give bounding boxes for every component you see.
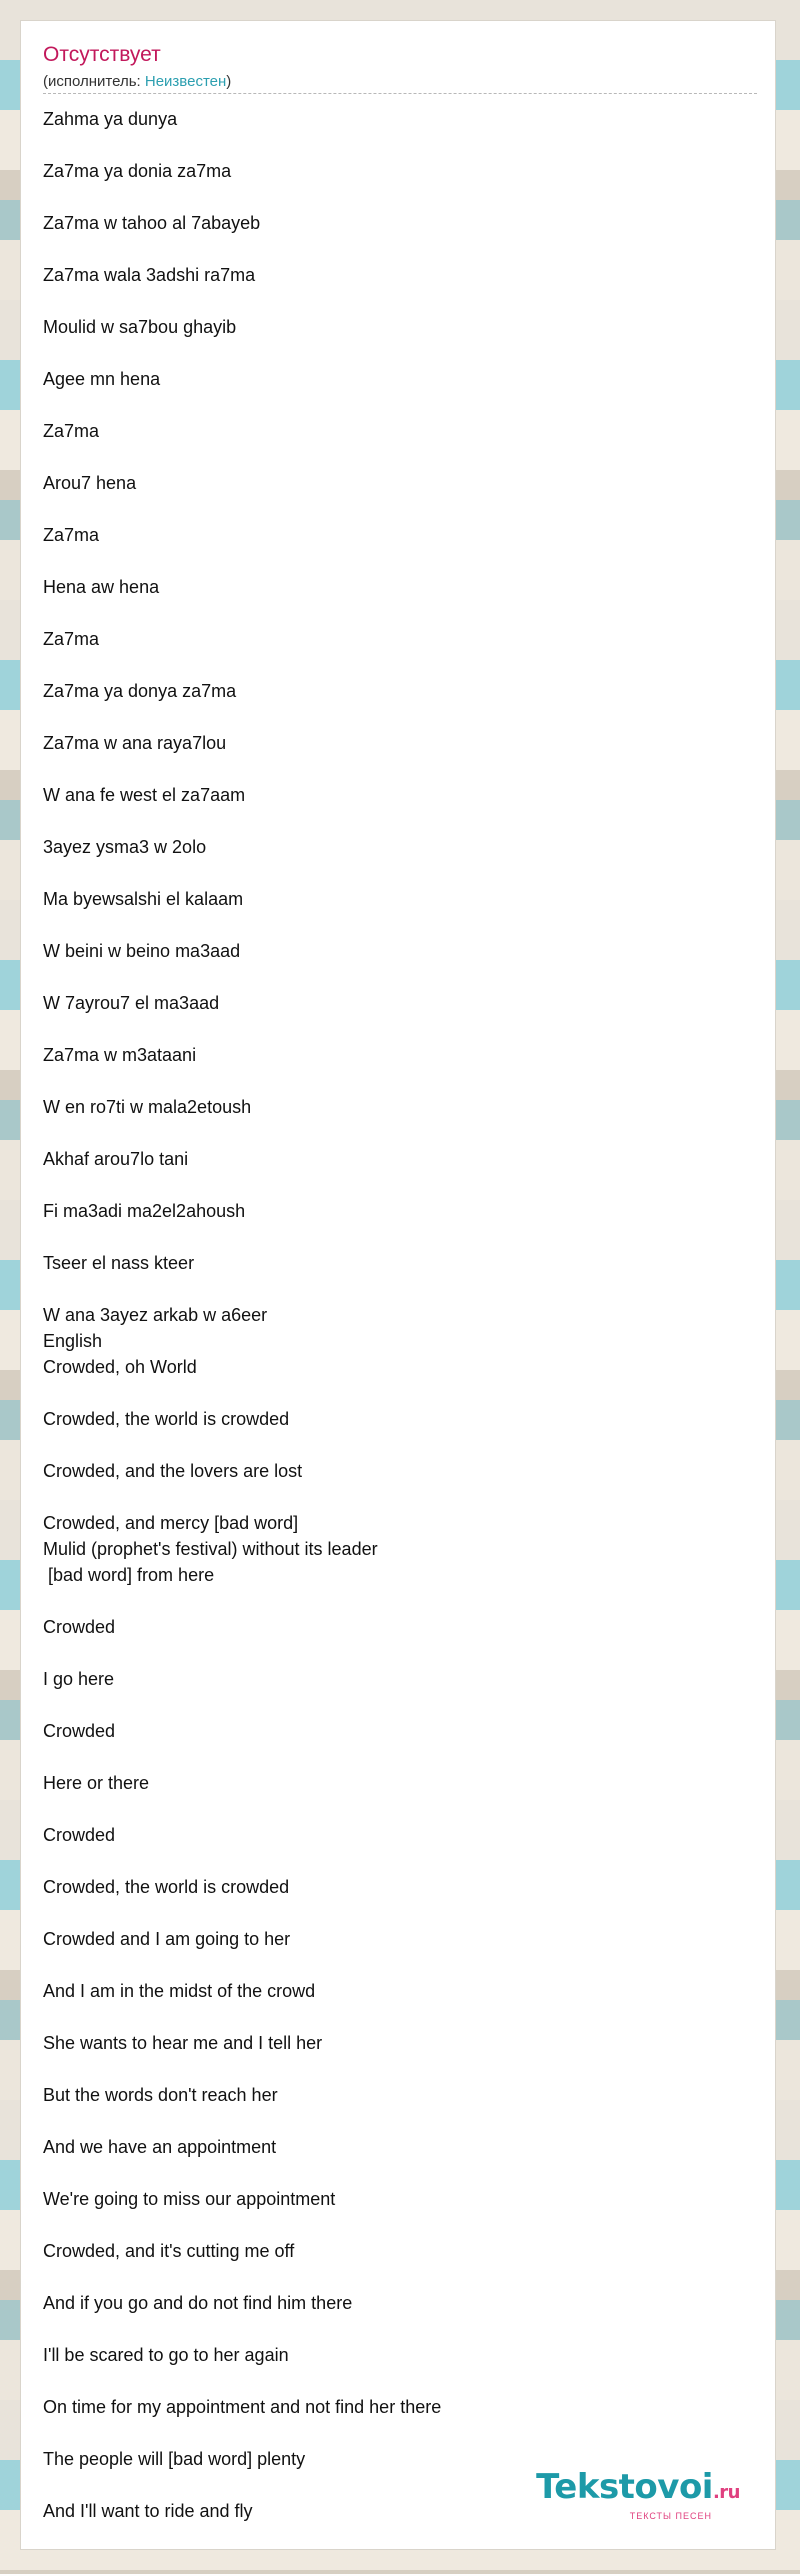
lyric-line [43, 1744, 757, 1770]
lyric-line [43, 756, 757, 782]
lyric-line [43, 2056, 757, 2082]
lyric-line: Zahma ya dunya [43, 109, 178, 129]
lyric-line [43, 548, 757, 574]
site-logo[interactable] [536, 2467, 740, 2521]
lyric-line: Za7ma wala 3adshi ra7ma [43, 265, 256, 285]
lyric-line: Crowded and I am going to her [43, 1929, 291, 1949]
lyric-line [43, 600, 757, 626]
lyric-line: Crowded [43, 1617, 116, 1637]
lyric-line: Crowded, and it's cutting me off [43, 2241, 295, 2261]
lyric-line [43, 392, 757, 418]
lyric-line: Za7ma [43, 525, 100, 545]
song-title: Отсутствует [43, 43, 161, 66]
lyric-line: And if you go and do not find him there [43, 2293, 353, 2313]
lyric-line: On time for my appointment and not find her there [43, 2397, 442, 2417]
lyric-line [43, 964, 757, 990]
lyric-line [43, 236, 757, 262]
lyric-line [43, 1276, 757, 1302]
lyric-line: Crowded [43, 1825, 116, 1845]
lyric-line [43, 2160, 757, 2186]
logo-tagline: ТЕКСТЫ ПЕСЕН [629, 2511, 712, 2521]
lyric-line: She wants to hear me and I tell her [43, 2033, 323, 2053]
lyric-line: And I am in the midst of the crowd [43, 1981, 316, 2001]
lyric-line: Za7ma w ana raya7lou [43, 733, 227, 753]
lyric-line: Crowded, and the lovers are lost [43, 1461, 303, 1481]
lyric-line [43, 2212, 757, 2238]
lyric-line: Crowded, and mercy [bad word] [43, 1513, 299, 1533]
lyric-line: I go here [43, 1669, 115, 1689]
lyric-line: We're going to miss our appointment [43, 2189, 336, 2209]
logo-wordmark [536, 2467, 740, 2510]
artist-prefix: (исполнитель: [43, 73, 145, 90]
lyric-line [43, 1900, 757, 1926]
lyric-line: Crowded, the world is crowded [43, 1409, 290, 1429]
lyric-line: Hena aw hena [43, 577, 160, 597]
lyric-line [43, 1848, 757, 1874]
lyric-line [43, 132, 757, 158]
lyric-line [43, 1588, 757, 1614]
lyric-line [43, 496, 757, 522]
lyric-line [43, 288, 757, 314]
lyric-line: Mulid (prophet's festival) without its leader [43, 1539, 378, 1559]
lyric-line [43, 1224, 757, 1250]
lyric-line [43, 2420, 757, 2446]
lyric-line [43, 2004, 757, 2030]
lyric-line [43, 808, 757, 834]
lyric-line: 3ayez ysma3 w 2olo [43, 837, 207, 857]
lyric-line: I'll be scared to go to her again [43, 2345, 289, 2365]
lyric-line [43, 2368, 757, 2394]
lyric-line: W en ro7ti w mala2etoush [43, 1097, 252, 1117]
lyric-line: W ana fe west el za7aam [43, 785, 246, 805]
lyric-line [43, 1796, 757, 1822]
lyric-line: Fi ma3adi ma2el2ahoush [43, 1201, 246, 1221]
lyric-line: Tseer el nass kteer [43, 1253, 195, 1273]
logo-name: Tekstovoi [536, 2467, 713, 2507]
lyric-line: Crowded, oh World [43, 1357, 197, 1377]
lyric-line [43, 2264, 757, 2290]
lyric-line [43, 1380, 757, 1406]
lyric-line [43, 1432, 757, 1458]
lyric-line: Crowded, the world is crowded [43, 1877, 290, 1897]
lyric-line [43, 340, 757, 366]
lyric-line [43, 1484, 757, 1510]
lyric-line [43, 1120, 757, 1146]
lyric-line: Crowded [43, 1721, 116, 1741]
lyric-line [43, 1640, 757, 1666]
lyrics-card [20, 20, 776, 2550]
artist-suffix: ) [226, 73, 232, 90]
lyric-line: W ana 3ayez arkab w a6eer [43, 1305, 268, 1325]
lyric-line: Here or there [43, 1773, 150, 1793]
lyric-line [43, 912, 757, 938]
lyric-line: W 7ayrou7 el ma3aad [43, 993, 220, 1013]
artist-link[interactable]: Неизвестен [144, 73, 227, 90]
lyric-line: The people will [bad word] plenty [43, 2449, 306, 2469]
lyric-line: Moulid w sa7bou ghayib [43, 317, 237, 337]
lyric-line [43, 184, 757, 210]
lyric-line [43, 1172, 757, 1198]
lyric-line: Arou7 hena [43, 473, 137, 493]
lyric-line [43, 2316, 757, 2342]
lyric-line [43, 704, 757, 730]
lyric-line: Za7ma [43, 421, 100, 441]
lyric-line: Za7ma ya donya za7ma [43, 681, 237, 701]
lyric-line: English [43, 1331, 103, 1351]
lyric-line: Za7ma w m3ataani [43, 1045, 197, 1065]
lyric-line [43, 1692, 757, 1718]
lyric-line: But the words don't reach her [43, 2085, 278, 2105]
lyric-line [43, 1068, 757, 1094]
lyric-line [43, 2108, 757, 2134]
lyric-line: Za7ma ya donia za7ma [43, 161, 232, 181]
lyrics-text [43, 106, 757, 2524]
lyric-line [43, 444, 757, 470]
lyric-line: And we have an appointment [43, 2137, 277, 2157]
lyric-line [43, 1016, 757, 1042]
lyric-line [43, 1952, 757, 1978]
artist-line [43, 73, 231, 90]
lyric-line: Agee mn hena [43, 369, 161, 389]
lyric-line: [bad word] from here [43, 1565, 215, 1585]
header-divider [43, 93, 757, 94]
lyric-line: Za7ma w tahoo al 7abayeb [43, 213, 261, 233]
lyric-line [43, 860, 757, 886]
lyric-line [43, 652, 757, 678]
lyric-line: Ma byewsalshi el kalaam [43, 889, 244, 909]
lyric-line: Za7ma [43, 629, 100, 649]
lyric-line: W beini w beino ma3aad [43, 941, 241, 961]
lyric-line: And I'll want to ride and fly [43, 2501, 253, 2521]
logo-tld: .ru [712, 2482, 740, 2503]
lyric-line: Akhaf arou7lo tani [43, 1149, 189, 1169]
